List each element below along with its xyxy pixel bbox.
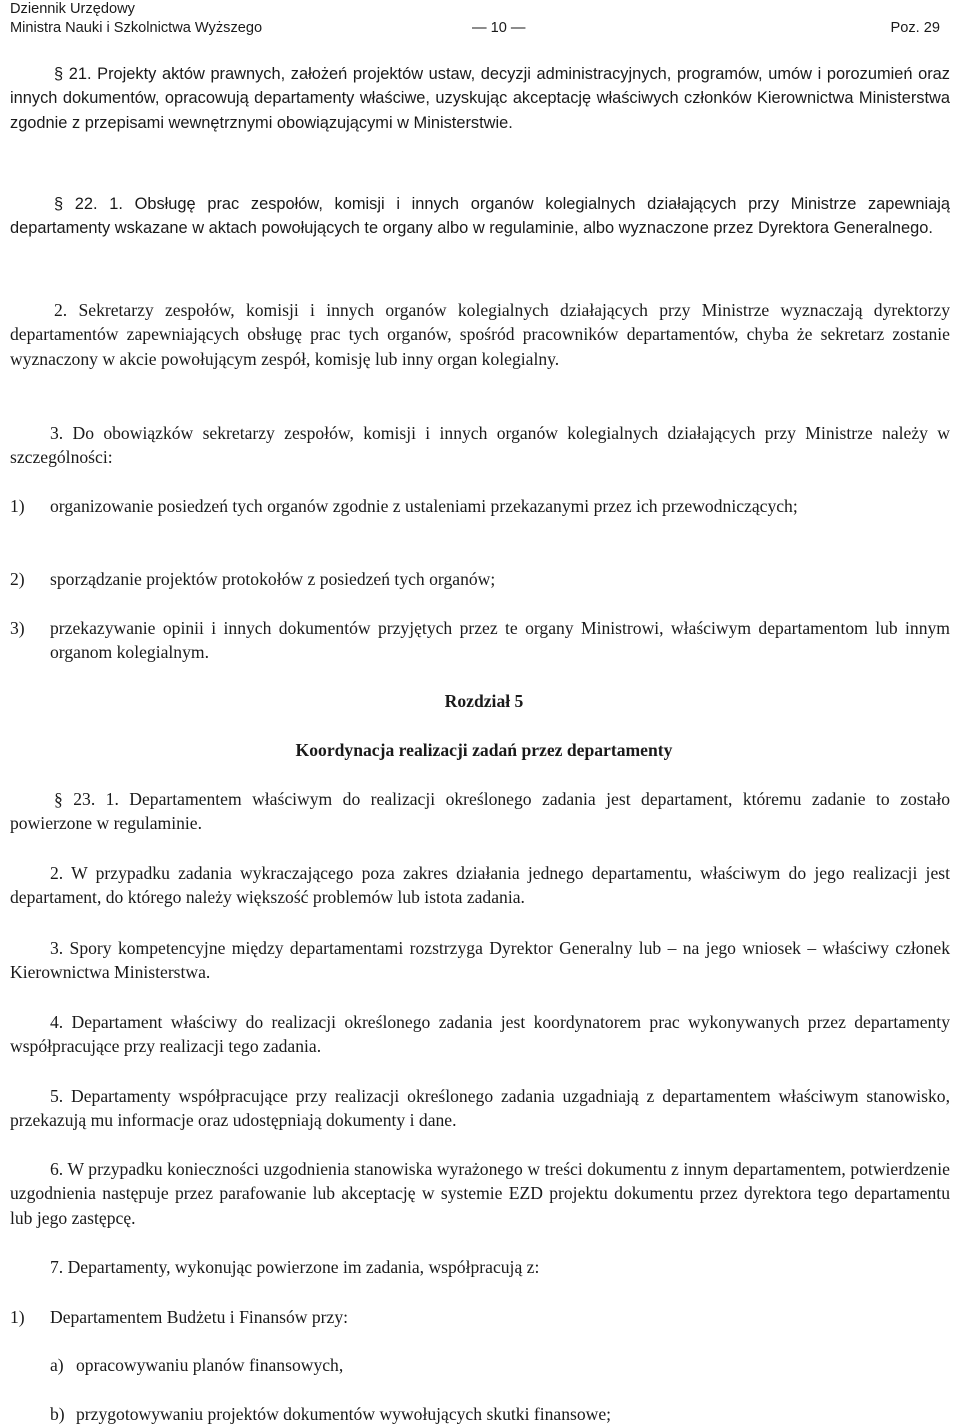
- list-item-text: sporządzanie projektów protokołów z posiedzeń tych organów;: [50, 569, 496, 589]
- page-header: [10, 0, 940, 38]
- list-item-text: Departamentem Budżetu i Finansów przy:: [50, 1307, 349, 1327]
- chapter-title: Koordynacja realizacji zadań przez departamenty: [295, 740, 673, 760]
- sub-list-item-letter: a): [50, 1355, 64, 1375]
- section-23-3: 3. Spory kompetencyjne między departamentami rozstrzyga Dyrektor Generalny lub – na jego wniosek – właściwy członek Kierownictwa Ministerstwa.: [10, 938, 950, 983]
- list-item-number: 1): [10, 496, 25, 516]
- section-21: § 21. Projekty aktów prawnych, założeń projektów ustaw, decyzji administracyjnych, programów, umów i porozumień oraz innych dokumentów, opracowują departamenty właściwe, uzyskując akceptację właściwych członków Kierownictwa Ministerstwa zgodnie z przepisami wewnętrznymi obowiązującymi w Ministerstwie.: [10, 65, 950, 132]
- section-23-2: 2. W przypadku zadania wykraczającego poza zakres działania jednego departamentu, właściwym do jego realizacji jest departament, do którego należy większość problemów lub istota zadania.: [10, 863, 950, 908]
- chapter-heading: Rozdział 5: [444, 691, 524, 711]
- section-23-6: 6. W przypadku konieczności uzgodnienia stanowiska wyrażonego w treści dokumentu z innym departamentem, potwierdzenie uzgodnienia następuje przez parafowanie lub akceptację w systemie EZD projektu dokumentu przez dyrektora tego departamentu lub jego zastępcę.: [10, 1159, 950, 1228]
- list-item-number: 1): [10, 1307, 25, 1327]
- section-23-1: § 23. 1. Departamentem właściwym do realizacji określonego zadania jest departament, któremu zadanie to zostało powierzone w regulaminie.: [10, 789, 950, 834]
- list-item-number: 2): [10, 569, 25, 589]
- page-number: — 10 —: [472, 20, 526, 36]
- sub-list-item-letter: b): [50, 1404, 65, 1424]
- section-22-2: 2. Sekretarzy zespołów, komisji i innych organów kolegialnych działających przy Ministrze wyznaczają dyrektorzy departamentów zapewniających obsługę prac tych organów, spośród pracowników departamentów, chyba że sekretarz zostanie wyznaczony w akcie powołującym zespół, komisję lub inny organ kolegialny.: [10, 300, 950, 369]
- list-item: [10, 494, 950, 518]
- sub-list-item: [50, 1402, 950, 1426]
- sub-list-item-text: przygotowywaniu projektów dokumentów wywołujących skutki finansowe;: [76, 1404, 612, 1424]
- list-item: [10, 567, 950, 591]
- section-23-7: 7. Departamenty, wykonując powierzone im zadania, współpracują z:: [50, 1257, 540, 1277]
- list-item: [10, 1305, 950, 1329]
- list-item-text: przekazywanie opinii i innych dokumentów przyjętych przez te organy Ministrowi, właściwym departamentom lub innym organom kolegialnym.: [50, 618, 950, 663]
- list-item: [10, 616, 950, 665]
- sub-list-item: [50, 1353, 950, 1377]
- list-item-number: 3): [10, 618, 25, 638]
- position-number: Poz. 29: [890, 20, 940, 36]
- sub-list-item-text: opracowywaniu planów finansowych,: [76, 1355, 344, 1375]
- section-22-1: § 22. 1. Obsługę prac zespołów, komisji i innych organów kolegialnych działających przy Ministrze zapewniają departamenty wskazane w aktach powołujących te organy albo w regulaminie, albo wyznaczone przez Dyrektora Generalnego.: [10, 195, 950, 238]
- section-23-4: 4. Departament właściwy do realizacji określonego zadania jest koordynatorem prac wykonywanych przez departamenty współpracujące przy realizacji tego zadania.: [10, 1012, 950, 1057]
- section-22-3: 3. Do obowiązków sekretarzy zespołów, komisji i innych organów kolegialnych działających przy Ministrze należy w szczególności:: [10, 423, 950, 468]
- ministry-name: Ministra Nauki i Szkolnictwa Wyższego: [10, 20, 263, 36]
- section-23-5: 5. Departamenty współpracujące przy realizacji określonego zadania uzgadniają z departamentem właściwym stanowisko, przekazują mu informacje oraz udostępniają dokumenty i dane.: [10, 1086, 950, 1131]
- list-item-text: organizowanie posiedzeń tych organów zgodnie z ustaleniami przekazanymi przez ich przewodniczących;: [50, 496, 798, 516]
- journal-title: Dziennik Urzędowy: [10, 1, 135, 17]
